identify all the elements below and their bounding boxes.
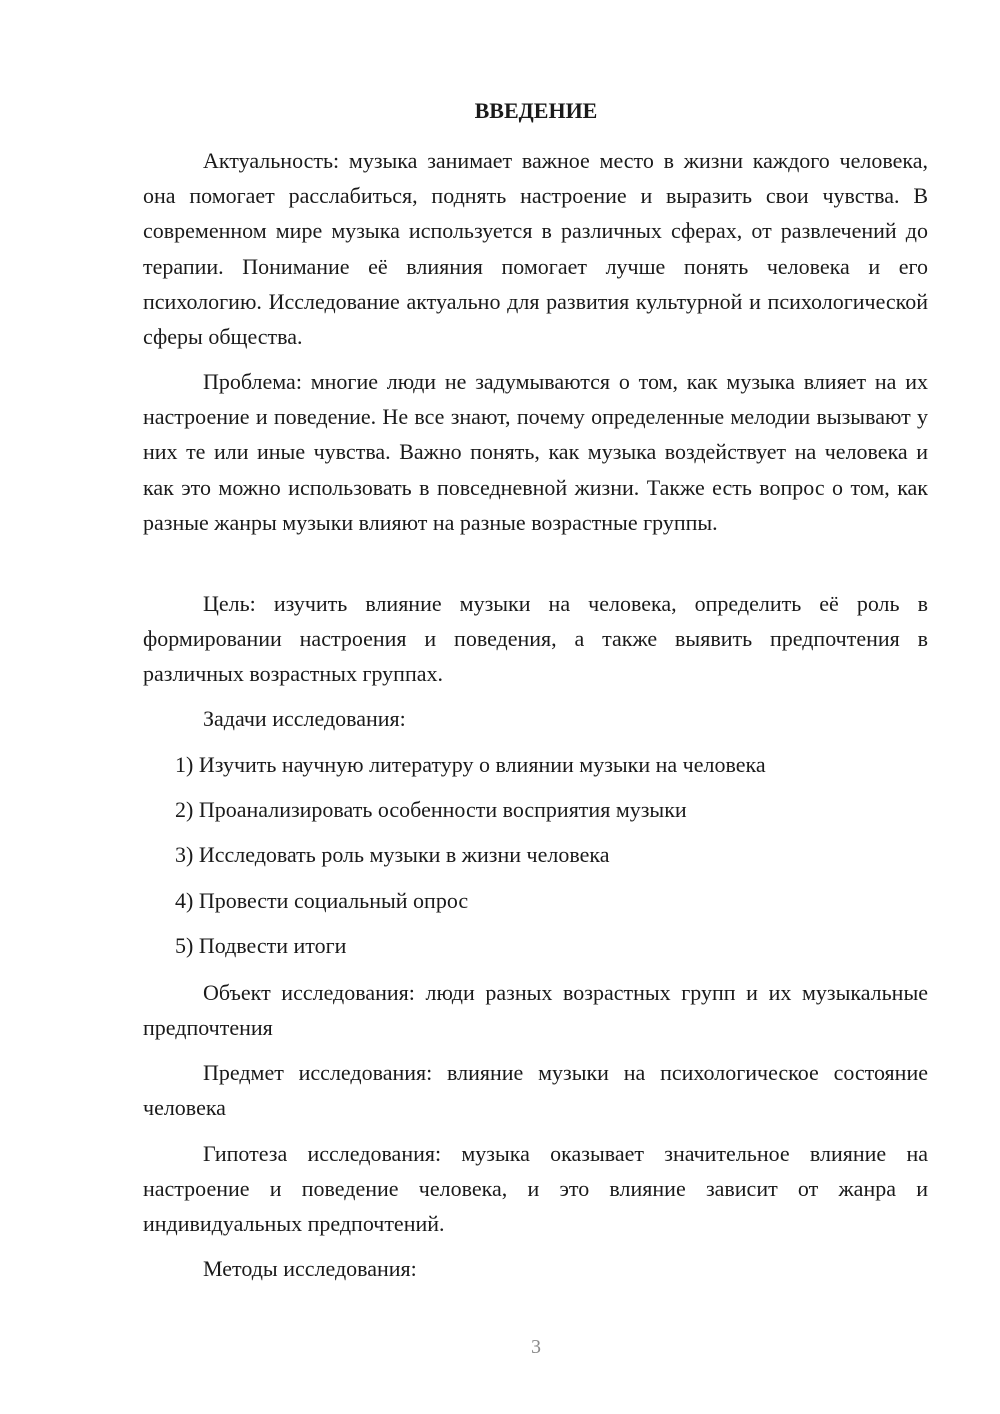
subject-paragraph [143, 1055, 928, 1125]
goal-text: Цель: изучить влияние музыки на человека, определить её роль в формировании настроения и поведения, а также выявить предпочтения в различных возрастных группах. [143, 591, 928, 687]
page-title: ВВЕДЕНИЕ [474, 98, 598, 123]
page-number: 3 [531, 1336, 541, 1358]
hypothesis-text: Гипотеза исследования: музыка оказывает значительное влияние на настроение и поведение человека, и это влияние зависит от жанра и индивидуальных предпочтений. [143, 1141, 928, 1237]
list-item: 2) Проанализировать особенности восприятия музыки [175, 797, 687, 822]
list-item: 1) Изучить научную литературу о влиянии музыки на человека [175, 752, 766, 777]
list-item: 3) Исследовать роль музыки в жизни человека [175, 842, 610, 867]
object-paragraph [143, 975, 928, 1045]
object-text: Объект исследования: люди разных возрастных групп и их музыкальные предпочтения [143, 980, 928, 1041]
relevance-paragraph [143, 143, 928, 354]
hypothesis-paragraph [143, 1136, 928, 1242]
subject-text: Предмет исследования: влияние музыки на психологическое состояние человека [143, 1060, 928, 1121]
problem-paragraph [143, 364, 928, 540]
problem-text: Проблема: многие люди не задумываются о том, как музыка влияет на их настроение и поведение. Не все знают, почему определенные мелодии вызывают у них те или иные чувства. Важно понять, как музыка воздействует на человека и как это можно использовать в повседневной жизни. Также есть вопрос о том, как разные жанры музыки влияют на разные возрастные группы. [143, 369, 928, 535]
goal-paragraph [143, 586, 928, 692]
tasks-heading: Задачи исследования: [203, 706, 406, 731]
list-item: 5) Подвести итоги [175, 933, 347, 958]
methods-heading: Методы исследования: [203, 1256, 417, 1281]
list-item: 4) Провести социальный опрос [175, 888, 469, 913]
relevance-text: Актуальность: музыка занимает важное место в жизни каждого человека, она помогает расслабиться, поднять настроение и выразить свои чувства. В современном мире музыка используется в различных сферах, от развлечений до терапии. Понимание её влияния помогает лучше понять человека и его психологию. Исследование актуально для развития культурной и психологической сферы общества. [143, 148, 928, 350]
